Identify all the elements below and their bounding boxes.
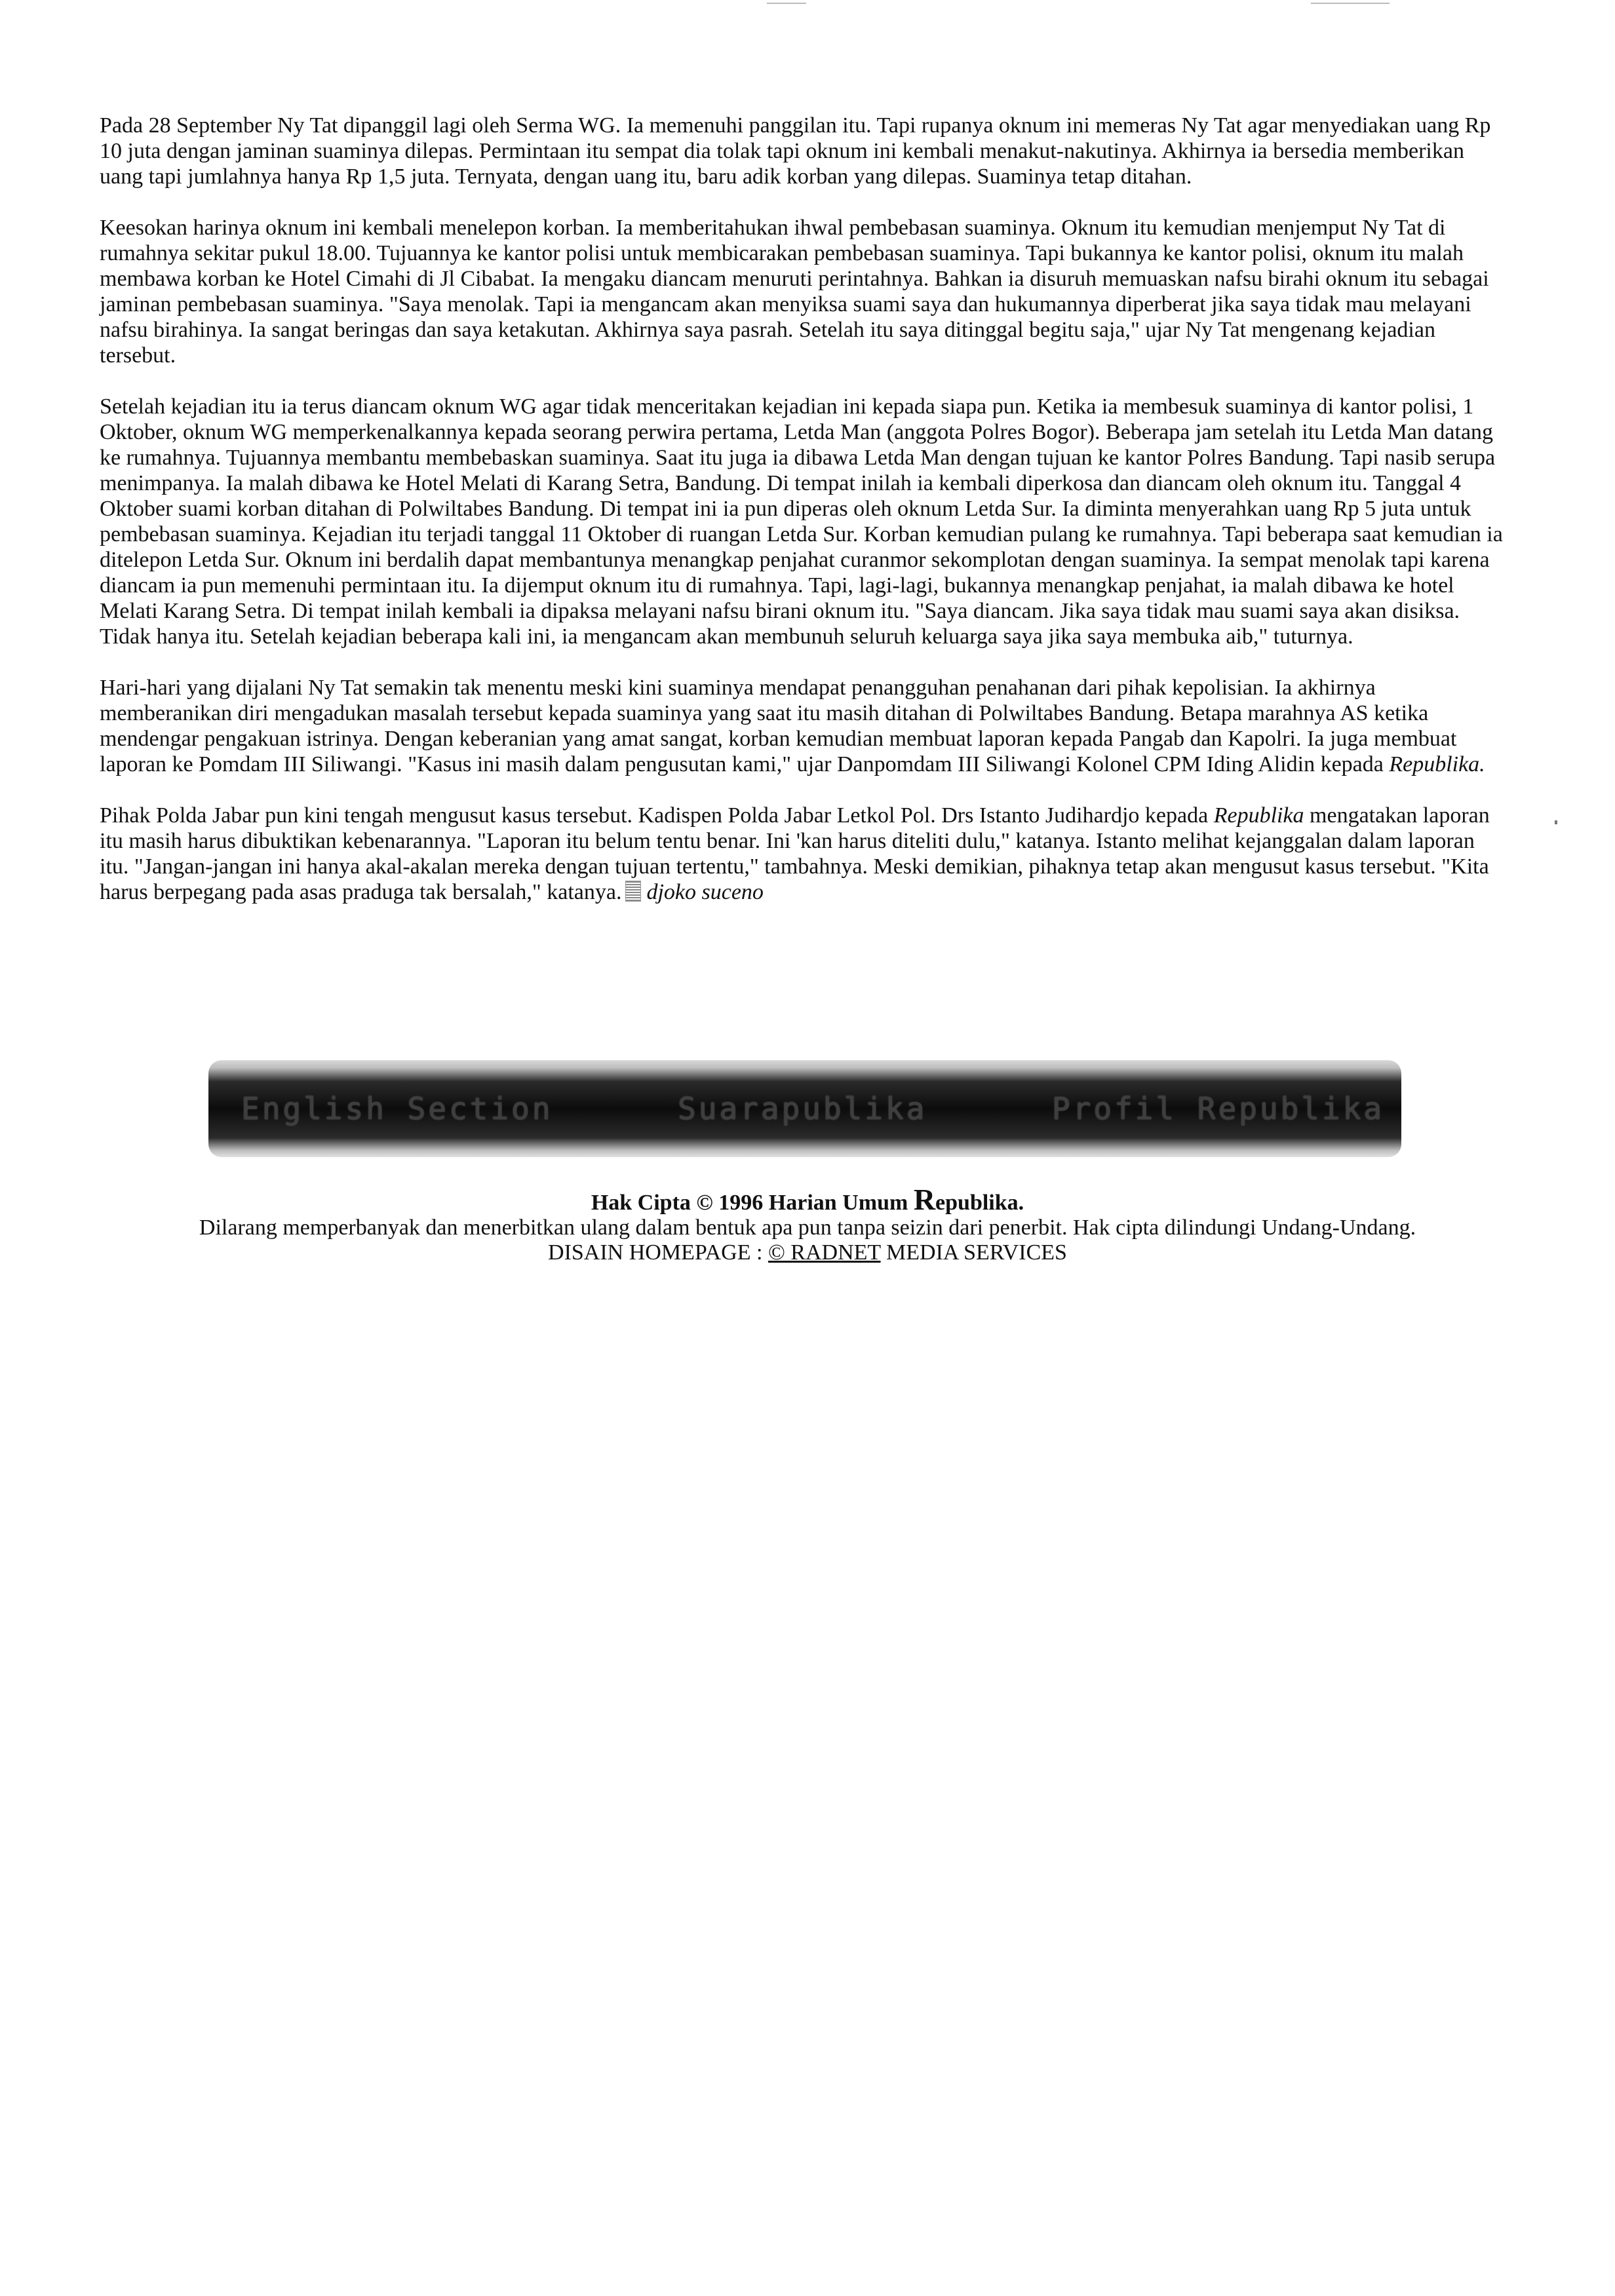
paragraph-5-text-a: Pihak Polda Jabar pun kini tengah mengusut kasus tersebut. Kadispen Polda Jabar Letkol Pol. Drs Istanto Judihardjo kepada [100,803,1209,828]
nav-english-section[interactable]: English Section [241,1091,553,1126]
design-suffix: MEDIA SERVICES [880,1240,1067,1265]
nav-suarapublika[interactable]: Suarapublika [677,1091,927,1126]
copyright-prefix: Hak Cipta © 1996 Harian Umum [591,1191,914,1215]
byline: djoko suceno [646,880,764,904]
footer [0,1183,1615,1265]
article-paragraph-3: Setelah kejadian itu ia terus diancam oknum WG agar tidak menceritakan kejadian ini kepada siapa pun. Ketika ia membesuk suaminya di kantor polisi, 1 Oktober, oknum WG memperkenalkannya kepada seorang perwira pertama, Letda Man (anggota Polres Bogor). Beberapa jam setelah itu Letda Man datang ke rumahnya. Tujuannya membantu membebaskan suaminya. Saat itu juga ia dibawa Letda Man dengan tujuan ke kantor Polres Bandung. Tapi nasib serupa menimpanya. Ia malah dibawa ke Hotel Melati di Karang Setra, Bandung. Di tempat inilah ia kembali diperkosa dan diancam oleh oknum itu. Tanggal 4 Oktober suami korban ditahan di Polwiltabes Bandung. Di tempat ini ia pun diperas oleh oknum Letda Sur. Ia diminta menyerahkan uang Rp 5 juta untuk pembebasan suaminya. Kejadian itu terjadi tanggal 11 Oktober di ruangan Letda Sur. Korban kemudian pulang ke rumahnya. Tapi beberapa saat kemudian ia ditelepon Letda Sur. Oknum ini berdalih dapat membantunya menangkap penjahat curanmor sekomplotan dengan suaminya. Ia sempat menolak tapi karena diancam ia pun memenuhi permintaan itu. Ia dijemput oknum itu di rumahnya. Tapi, lagi-lagi, bukannya menangkap penjahat, ia malah dibawa ke hotel Melati Karang Setra. Di tempat inilah kembali ia dipaksa melayani nafsu birani oknum itu. "Saya diancam. Jika saya tidak mau suami saya akan disiksa. Tidak hanya itu. Setelah kejadian beberapa kali ini, ia mengancam akan membunuh seluruh keluarga saya jika saya membuka aib," tuturnya. [100,394,1503,649]
navigation-bar [208,1060,1401,1157]
publication-name-2: Republika [1213,803,1304,828]
article-paragraph-1: Pada 28 September Ny Tat dipanggil lagi oleh Serma WG. Ia memenuhi panggilan itu. Tapi rupanya oknum ini memeras Ny Tat agar menyediakan uang Rp 10 juta dengan jaminan suaminya dilepas. Permintaan itu sempat dia tolak tapi oknum ini kembali menakut-nakutinya. Akhirnya ia bersedia memberikan uang tapi jumlahnya hanya Rp 1,5 juta. Ternyata, dengan uang itu, baru adik korban yang dilepas. Suaminya tetap ditahan. [100,113,1491,189]
copyright-line [0,1183,1615,1216]
end-mark-icon [625,881,641,902]
scan-speck-top-right [1311,3,1390,4]
publication-name: Republika. [1389,752,1485,776]
design-credit [0,1240,1615,1265]
scan-speck-top [767,3,806,4]
article-paragraph-5 [100,803,1509,905]
design-label: DISAIN HOMEPAGE : [548,1240,768,1265]
radnet-link[interactable]: © RADNET [768,1240,881,1265]
copyright-notice: Dilarang memperbanyak dan menerbitkan ulang dalam bentuk apa pun tanpa seizin dari penerbit. Hak cipta dilindungi Undang-Undang. [199,1215,1416,1240]
paragraph-4-text: Hari-hari yang dijalani Ny Tat semakin tak menentu meski kini suaminya mendapat penangguhan penahanan dari pihak kepolisian. Ia akhirnya memberanikan diri mengadukan masalah tersebut kepada suaminya yang saat itu masih ditahan di Polwiltabes Bandung. Betapa marahnya AS ketika mendengar pengakuan istrinya. Dengan keberanian yang amat sangat, korban kemudian membuat laporan kepada Pangab dan Kapolri. Ia juga membuat laporan ke Pomdam III Siliwangi. "Kasus ini masih dalam pengusutan kami," ujar Danpomdam III Siliwangi Kolonel CPM Iding Alidin kepada [100,676,1457,776]
scan-speck [1555,820,1557,824]
copyright-r: R [913,1183,936,1216]
article-paragraph-2: Keesokan harinya oknum ini kembali menelepon korban. Ia memberitahukan ihwal pembebasan suaminya. Oknum itu kemudian menjemput Ny Tat di rumahnya sekitar pukul 18.00. Tujuannya ke kantor polisi untuk membicarakan pembebasan suaminya. Tapi bukannya ke kantor polisi, oknum itu malah membawa korban ke Hotel Cimahi di Jl Cibabat. Ia mengaku diancam menuruti perintahnya. Bahkan ia disuruh memuaskan nafsu birahi oknum itu sebagai jaminan pembebasan suaminya. "Saya menolak. Tapi ia mengancam akan menyiksa suami saya dan hukumannya diperberat jika saya tidak mau melayani nafsu birahinya. Ia sangat beringas dan saya ketakutan. Akhirnya saya pasrah. Setelah itu saya ditinggal begitu saja," ujar Ny Tat mengenang kejadian tersebut. [100,216,1489,368]
copyright-rest: epublika. [935,1191,1024,1215]
nav-profil-republika[interactable]: Profil Republika [1051,1091,1384,1126]
article-paragraph-4 [100,675,1509,777]
article-body [100,113,1509,930]
paragraph-5-text-b: mengatakan laporan itu masih harus dibuktikan kebenarannya. "Laporan itu belum tentu benar. Ini 'kan harus diteliti dulu," katanya. Istanto melihat kejanggalan dalam laporan itu. "Jangan-jangan ini hanya akal-akalan mereka dengan tujuan tertentu," tambahnya. Meski demikian, pihaknya tetap akan mengusut kasus tersebut. "Kita harus berpegang pada asas praduga tak bersalah," katanya. [100,803,1490,904]
